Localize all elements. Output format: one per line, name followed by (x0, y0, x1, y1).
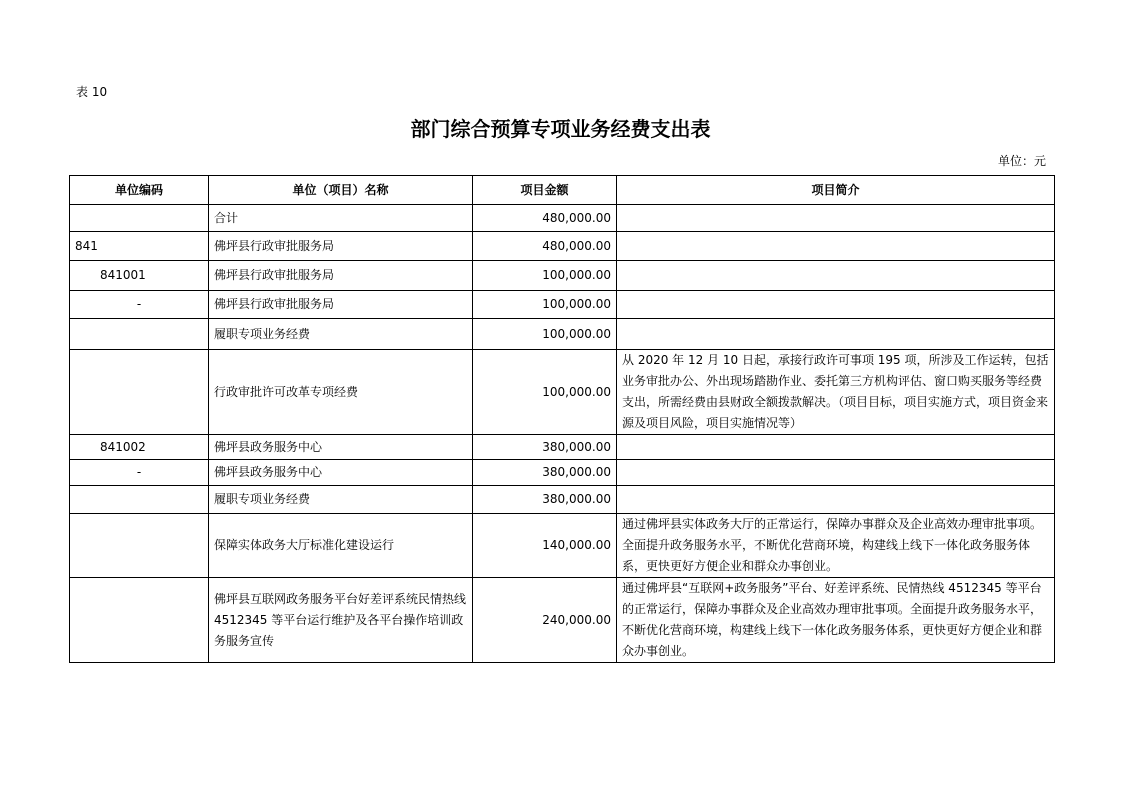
table-row (70, 232, 1055, 261)
table-row (70, 435, 1055, 460)
table-row (70, 460, 1055, 486)
table-row (70, 319, 1055, 350)
unit-code-cell (70, 486, 209, 514)
amount-cell: 380,000.00 (473, 486, 617, 514)
amount-cell: 380,000.00 (473, 435, 617, 460)
unit-code-cell (70, 319, 209, 350)
unit-name-cell: 履职专项业务经费 (209, 486, 473, 514)
description-cell: 从 2020 年 12 月 10 日起，承接行政许可事项 195 项，所涉及工作运转，包括业务审批办公、外出现场踏勘作业、委托第三方机构评估、窗口购买服务等经费支出，所需经费由县财政全额拨款解决。（项目目标，项目实施方式，项目资金来源及项目风险，项目实施情况等） (617, 350, 1055, 435)
unit-name-cell: 履职专项业务经费 (209, 319, 473, 350)
unit-code-cell: 841 (70, 232, 209, 261)
description-cell (617, 435, 1055, 460)
budget-table (69, 175, 1055, 663)
description-cell (617, 291, 1055, 319)
amount-cell: 240,000.00 (473, 578, 617, 663)
table-row (70, 291, 1055, 319)
table-number: 表 10 (76, 85, 108, 99)
table-row (70, 514, 1055, 578)
description-cell (617, 460, 1055, 486)
unit-name-cell: 佛坪县行政审批服务局 (209, 291, 473, 319)
description-cell (617, 232, 1055, 261)
amount-cell: 480,000.00 (473, 232, 617, 261)
unit-name-cell: 合计 (209, 205, 473, 232)
table-row (70, 486, 1055, 514)
table-row (70, 261, 1055, 291)
description-cell (617, 205, 1055, 232)
unit-name-cell: 佛坪县互联网政务服务平台好差评系统民情热线 4512345 等平台运行维护及各平台操作培训政务服务宣传 (209, 578, 473, 663)
amount-cell: 100,000.00 (473, 350, 617, 435)
description-cell: 通过佛坪县“互联网+政务服务”平台、好差评系统、民情热线 4512345 等平台的正常运行，保障办事群众及企业高效办理审批事项。全面提升政务服务水平，不断优化营商环境，构建线上线下一体化政务服务体系，更快更好方便企业和群众办事创业。 (617, 578, 1055, 663)
header-unit-code: 单位编码 (70, 176, 209, 205)
description-cell (617, 486, 1055, 514)
unit-code-cell (70, 350, 209, 435)
amount-cell: 100,000.00 (473, 291, 617, 319)
table-row (70, 578, 1055, 663)
description-cell: 通过佛坪县实体政务大厅的正常运行，保障办事群众及企业高效办理审批事项。全面提升政务服务水平，不断优化营商环境，构建线上线下一体化政务服务体系，更快更好方便企业和群众办事创业。 (617, 514, 1055, 578)
table-row (70, 205, 1055, 232)
amount-cell: 380,000.00 (473, 460, 617, 486)
unit-name-cell: 佛坪县政务服务中心 (209, 460, 473, 486)
unit-code-cell: - (70, 460, 209, 486)
amount-cell: 480,000.00 (473, 205, 617, 232)
unit-name-cell: 佛坪县行政审批服务局 (209, 261, 473, 291)
description-cell (617, 261, 1055, 291)
unit-name-cell: 行政审批许可改革专项经费 (209, 350, 473, 435)
unit-name-cell: 保障实体政务大厅标准化建设运行 (209, 514, 473, 578)
header-amount: 项目金额 (473, 176, 617, 205)
unit-code-cell (70, 205, 209, 232)
amount-cell: 100,000.00 (473, 261, 617, 291)
unit-name-cell: 佛坪县行政审批服务局 (209, 232, 473, 261)
page-title: 部门综合预算专项业务经费支出表 (410, 117, 711, 141)
amount-cell: 140,000.00 (473, 514, 617, 578)
header-description: 项目简介 (617, 176, 1055, 205)
header-unit-name: 单位（项目）名称 (209, 176, 473, 205)
description-cell (617, 319, 1055, 350)
unit-label: 单位：元 (997, 154, 1046, 168)
amount-cell: 100,000.00 (473, 319, 617, 350)
unit-code-cell: 841001 (70, 261, 209, 291)
table-header-row (70, 176, 1055, 205)
unit-code-cell (70, 514, 209, 578)
unit-code-cell: - (70, 291, 209, 319)
table-row (70, 350, 1055, 435)
unit-code-cell (70, 578, 209, 663)
unit-code-cell: 841002 (70, 435, 209, 460)
unit-name-cell: 佛坪县政务服务中心 (209, 435, 473, 460)
